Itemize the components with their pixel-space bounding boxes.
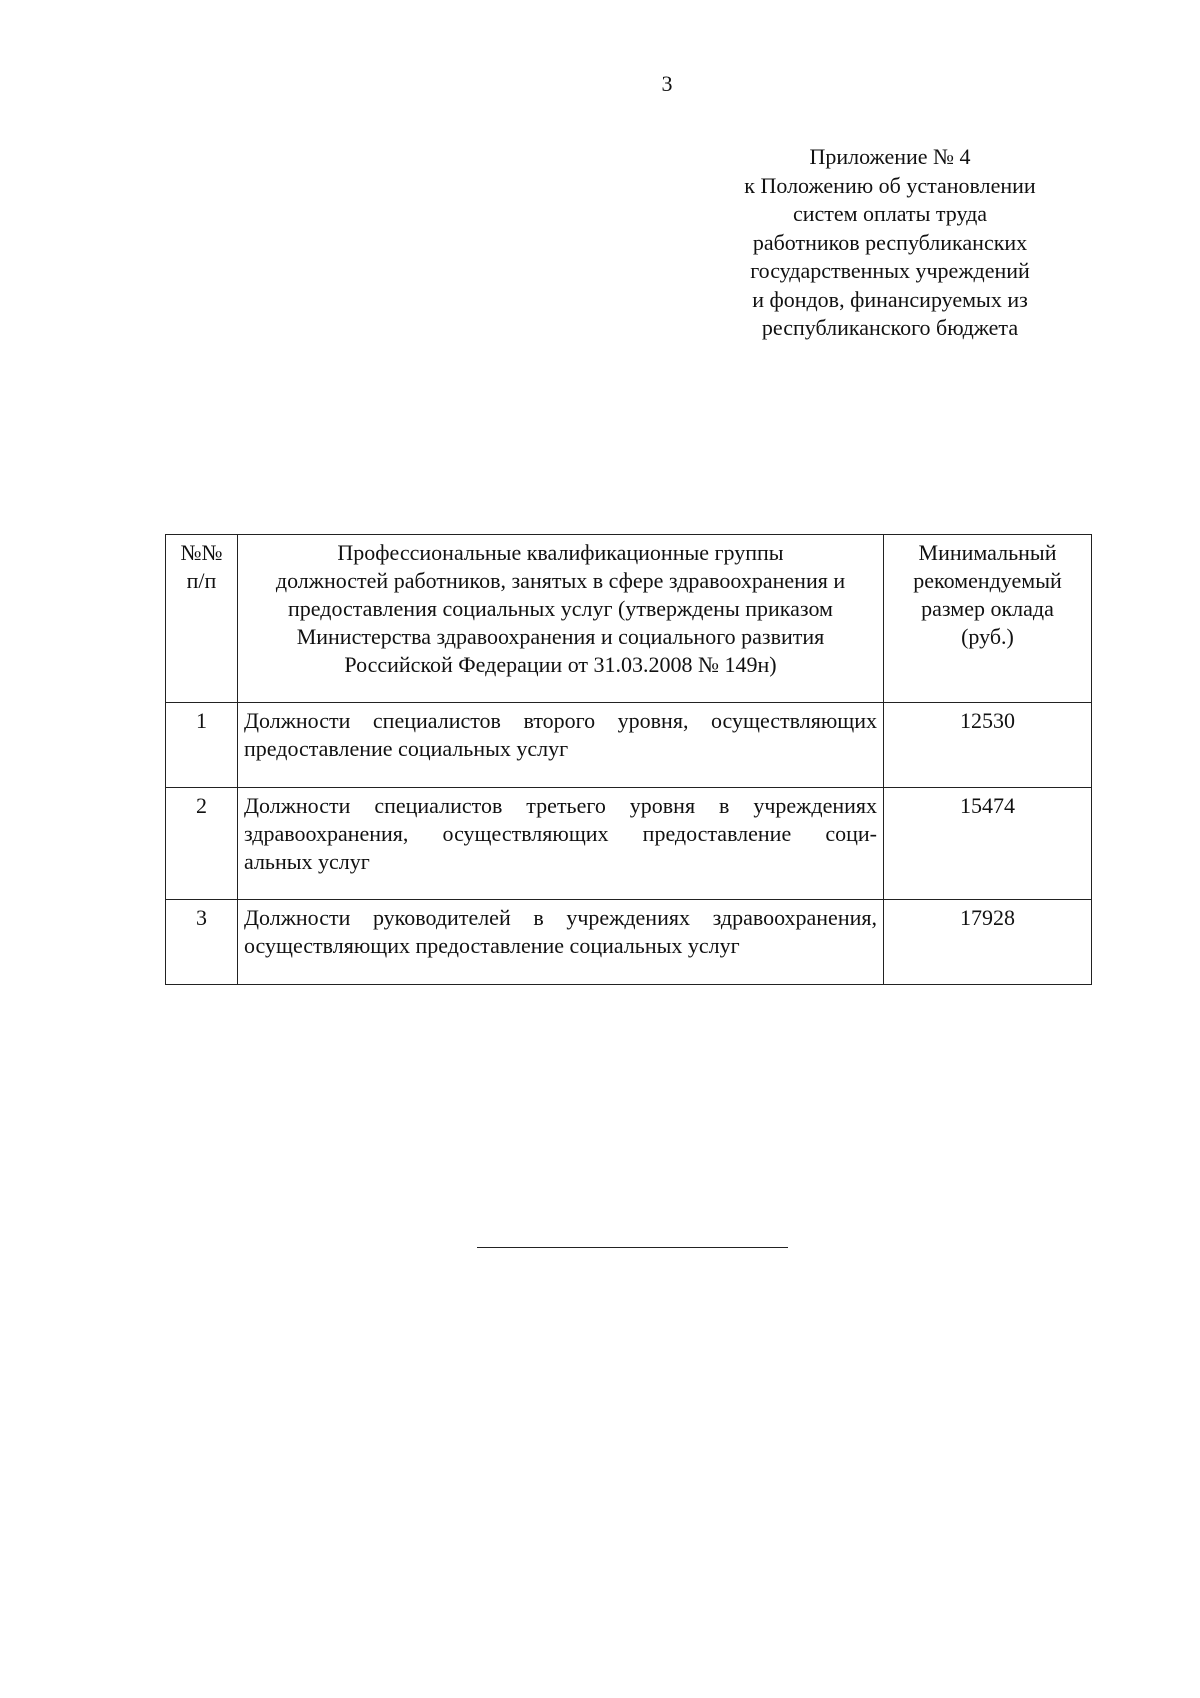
- header-salary-line: рекомендуемый: [913, 568, 1062, 593]
- appendix-reference: [720, 143, 1060, 343]
- row-group-line: здравоохранения, осуществляющих предоставление соци-: [244, 821, 877, 846]
- header-number-cell: [166, 535, 238, 703]
- appendix-line: к Положению об установлении: [744, 172, 1036, 198]
- row-group: [238, 900, 884, 985]
- row-salary: 17928: [884, 900, 1092, 985]
- row-group-line: Должности руководителей в учреждениях здравоохранения,: [244, 905, 877, 930]
- row-group-line: Должности специалистов второго уровня, осуществляющих: [244, 708, 877, 733]
- row-group: [238, 703, 884, 788]
- header-salary-cell: [884, 535, 1092, 703]
- appendix-line: систем оплаты труда: [792, 201, 988, 226]
- row-salary: 12530: [884, 703, 1092, 788]
- header-group-line: должностей работников, занятых в сфере здравоохранения и: [275, 568, 846, 593]
- row-group: [238, 788, 884, 900]
- appendix-line: Приложение № 4: [809, 144, 971, 169]
- row-number: 1: [166, 703, 238, 788]
- closing-divider: [477, 1247, 788, 1248]
- row-group-line: осуществляющих предоставление социальных услуг: [244, 933, 740, 958]
- table-row: [166, 703, 1092, 788]
- header-number-line: №№: [180, 540, 223, 565]
- appendix-line: и фондов, финансируемых из: [752, 286, 1028, 312]
- row-group-line: предоставление социальных услуг: [244, 736, 569, 761]
- table-row: [166, 788, 1092, 900]
- header-group-line: Российской Федерации от 31.03.2008 № 149н): [344, 652, 777, 677]
- row-number: 3: [166, 900, 238, 985]
- appendix-line: государственных учреждений: [750, 258, 1030, 283]
- row-group-line: альных услуг: [244, 849, 370, 874]
- table-header-row: [166, 535, 1092, 703]
- salary-table: [165, 534, 1092, 985]
- row-number: 2: [166, 788, 238, 900]
- row-salary: 15474: [884, 788, 1092, 900]
- table-row: [166, 900, 1092, 985]
- appendix-line: работников республиканских: [752, 229, 1028, 255]
- header-salary-line: (руб.): [961, 624, 1014, 649]
- header-salary-line: размер оклада: [921, 596, 1054, 621]
- header-number-line: п/п: [186, 568, 217, 593]
- header-group-line: предоставления социальных услуг (утверждены приказом: [288, 596, 833, 621]
- header-group-line: Профессиональные квалификационные группы: [337, 540, 784, 565]
- row-group-line: Должности специалистов третьего уровня в учреждениях: [244, 793, 877, 818]
- header-salary-line: Минимальный: [918, 540, 1057, 565]
- header-group-cell: [238, 535, 884, 703]
- appendix-line: республиканского бюджета: [761, 315, 1019, 340]
- header-group-line: Министерства здравоохранения и социального развития: [296, 624, 825, 649]
- page-number: 3: [661, 71, 673, 96]
